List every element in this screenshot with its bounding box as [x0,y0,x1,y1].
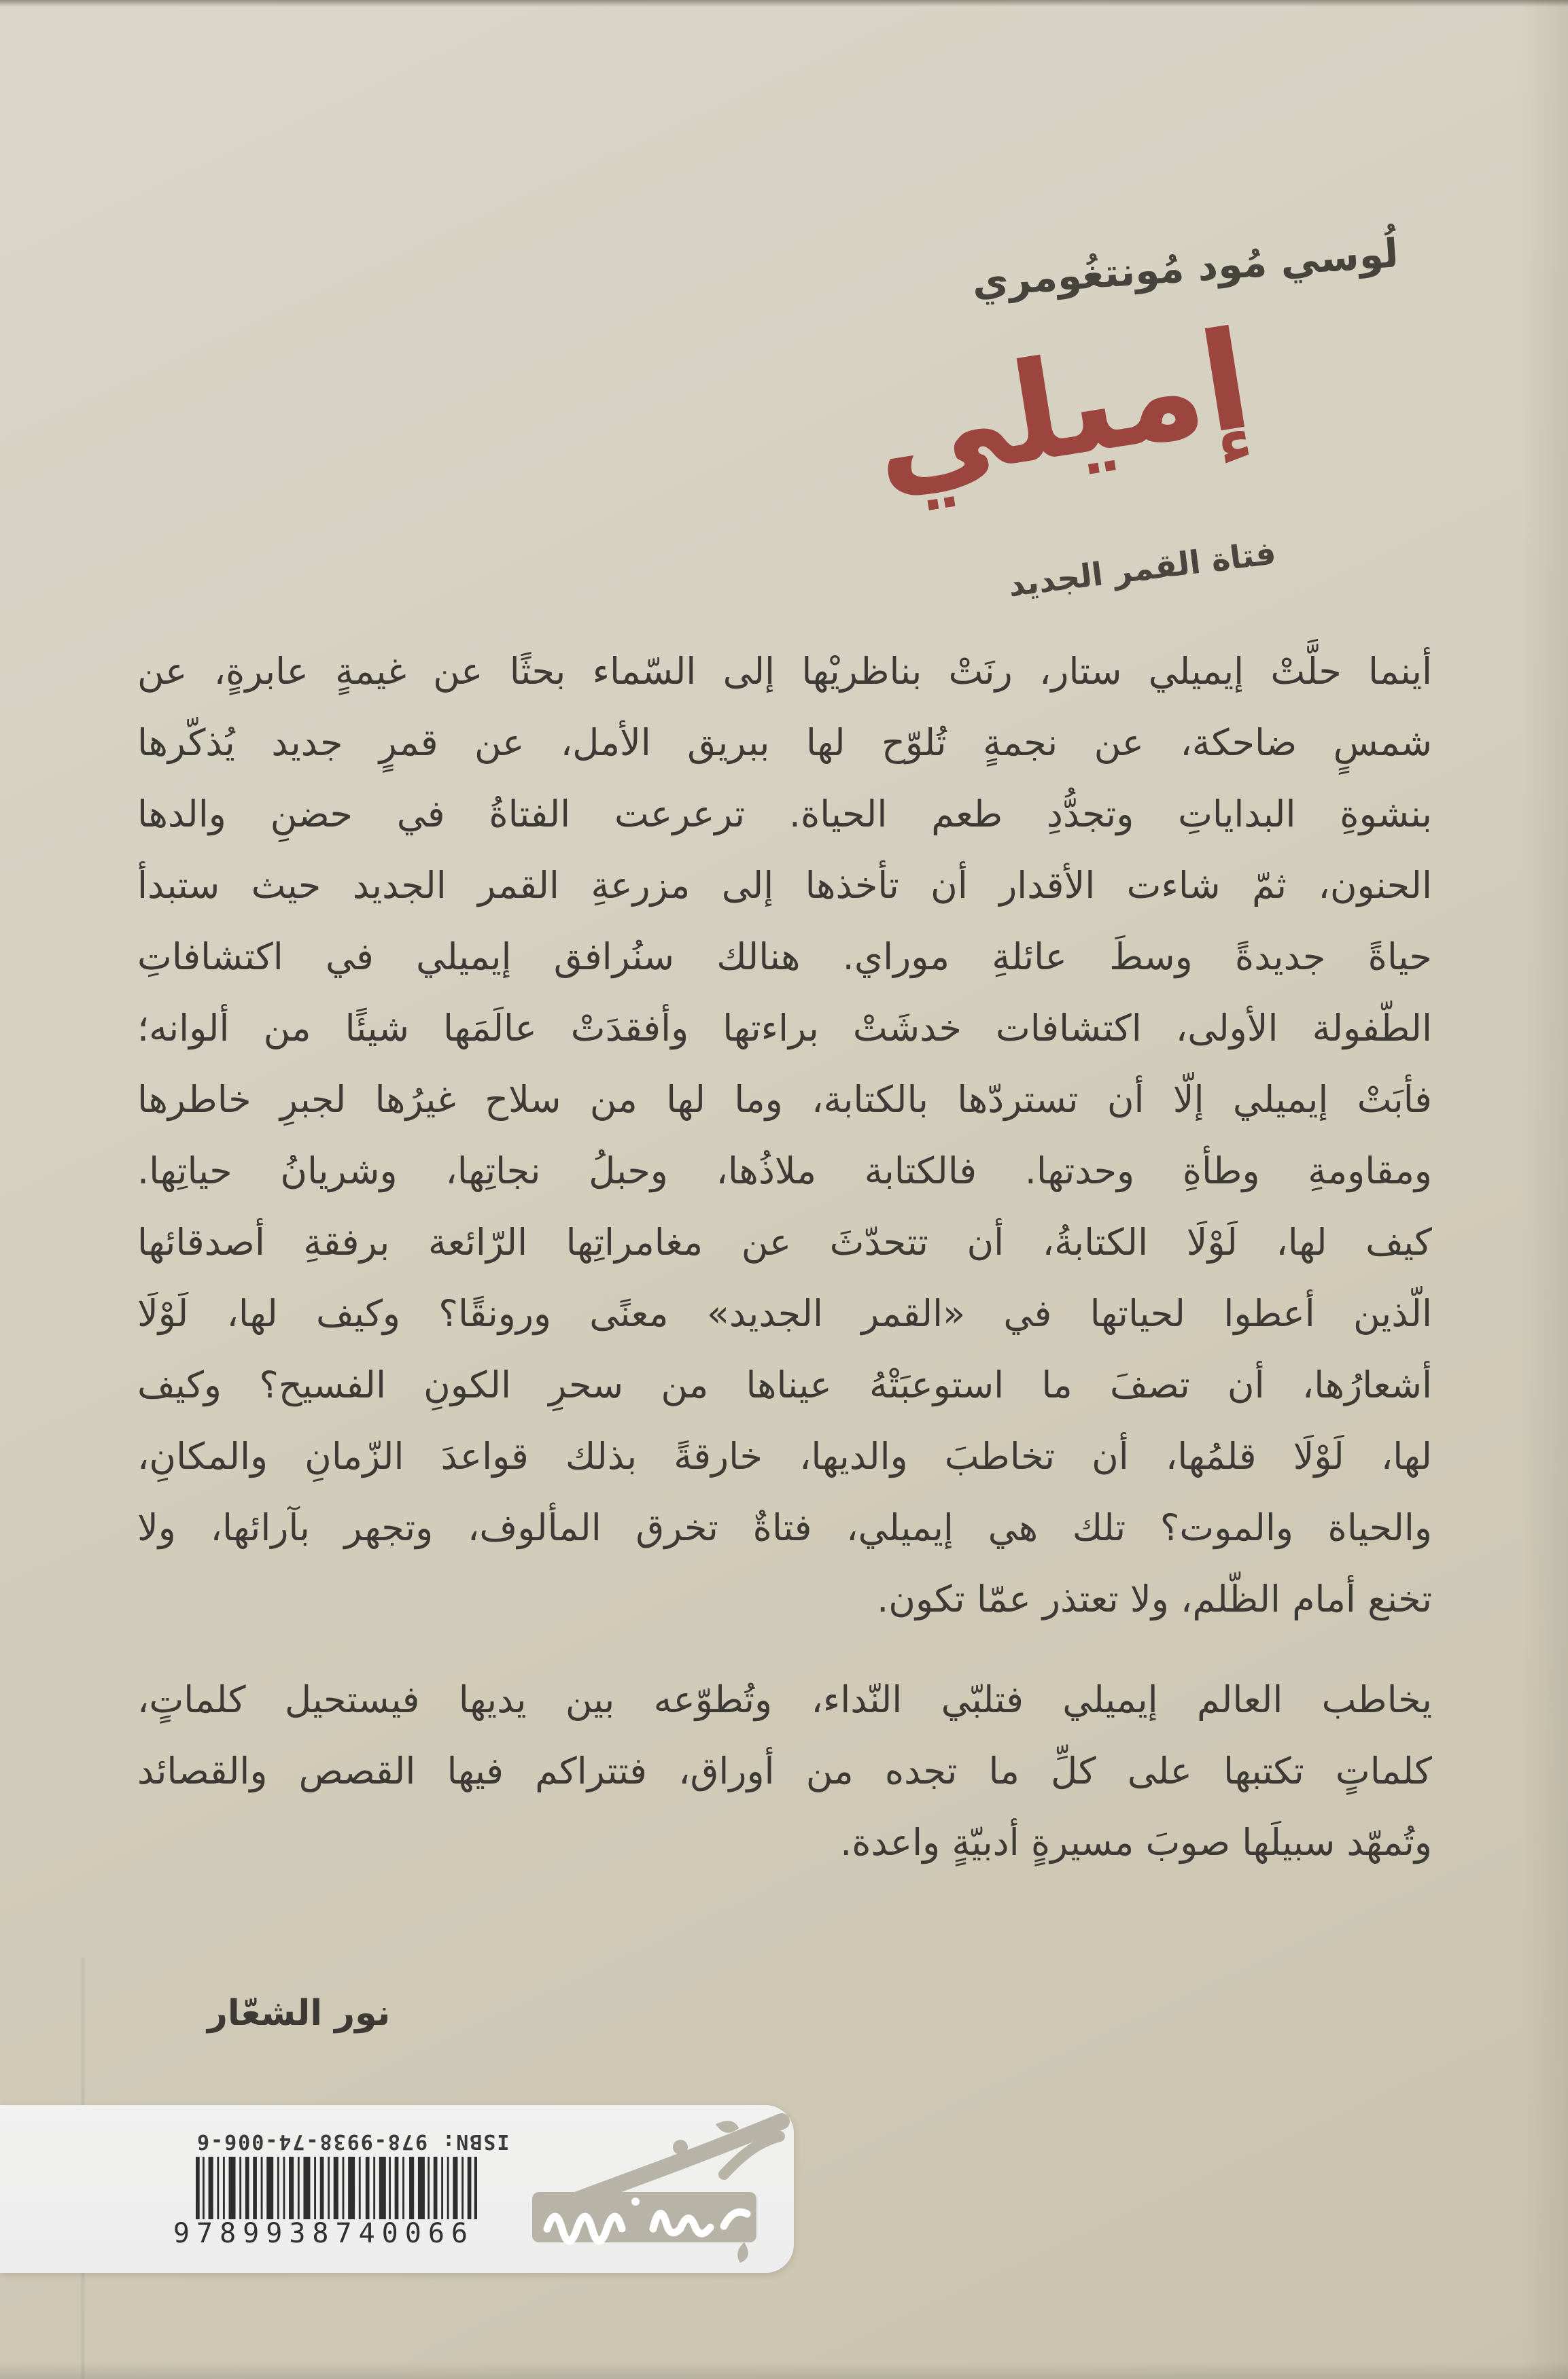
blurb-line: الطّفولة الأولى، اكتشافات خدشَتْ براءتها وأفقدَتْ عالَمَها شيئًا من ألوانه؛ [137,1007,1432,1049]
publisher-logo-masciliana-calligraphy-icon [520,2112,792,2268]
cover-right-shadow [1520,0,1568,2379]
blurb-line: أشعارُها، أن تصفَ ما استوعبَتْهُ عيناها من سحرِ الكونِ الفسيح؟ وكيف [137,1364,1432,1406]
blurb-line: الّذين أعطوا لحياتها في «القمر الجديد» معنًى ورونقًا؟ وكيف لها، لَوْلَا [137,1292,1432,1335]
blurb-line: والحياة والموت؟ تلك هي إيميلي، فتاةٌ تخرق المألوف، وتجهر بآرائها، ولا [137,1506,1432,1549]
photo-top-edge [0,0,1568,7]
blurb-line: ومقاومةِ وطأةِ وحدتها. فالكتابة ملاذُها، وحبلُ نجاتِها، وشريانُ حياتِها. [137,1149,1432,1192]
blurb-line: حياةً جديدةً وسطَ عائلةِ موراي. هنالك سنُرافق إيميلي في اكتشافاتِ [137,935,1432,978]
reviewer-name: نور الشعّار [207,1993,391,2034]
cover-bottom-shadow [0,2361,1568,2379]
blurb-line: تخنع أمام الظّلم، ولا تعتذر عمّا تكون. [877,1578,1432,1620]
isbn-number: 9789938740066 [173,2218,474,2249]
isbn-text-upside-down: ISBN: 978-9938-74-006-6 [196,2130,510,2153]
blurb-line: يخاطب العالم إيميلي فتلبّي النّداء، وتُطوّعه بين يديها فيستحيل كلماتٍ، [137,1678,1432,1721]
blurb-line: كلماتٍ تكتبها على كلِّ ما تجده من أوراق، فتتراكم فيها القصص والقصائد [137,1750,1432,1792]
blurb-line: أينما حلَّتْ إيميلي ستار، رنَتْ بناظريْها إلى السّماء بحثًا عن غيمةٍ عابرةٍ، عن [137,650,1432,693]
blurb-line: فأبَتْ إيميلي إلّا أن تستردّها بالكتابة، وما لها من سلاح غيرُها لجبرِ خاطرها [137,1078,1432,1121]
blurb-line: كيف لها، لَوْلَا الكتابةُ، أن تتحدّثَ عن مغامراتِها الرّائعة برفقةِ أصدقائها [137,1221,1432,1264]
blurb-line: الحنون، ثمّ شاءت الأقدار أن تأخذها إلى مزرعةِ القمر الجديد حيث ستبدأ [137,864,1432,907]
barcode-icon [196,2157,477,2219]
blurb-line: وتُمهّد سبيلَها صوبَ مسيرةٍ أدبيّةٍ واعدة. [840,1821,1432,1864]
back-blurb-paragraph-1 [137,636,1432,1635]
blurb-line: شمسٍ ضاحكة، عن نجمةٍ تُلوّح لها ببريق الأمل، عن قمرٍ جديد يُذكّرها [137,721,1432,764]
back-blurb-paragraph-2 [137,1664,1432,1878]
barcode-label-strip [0,2105,794,2273]
author-name: لُوسي مُود مُونتغُومري [970,230,1400,306]
book-title: إميلي [861,300,1261,517]
blurb-line: لها، لَوْلَا قلمُها، أن تخاطبَ والديها، خارقةً بذلك قواعدَ الزّمانِ والمكانِ، [137,1435,1432,1478]
blurb-line: بنشوةِ البداياتِ وتجدُّدِ طعم الحياة. ترعرعت الفتاةُ في حضنِ والدها [137,793,1432,835]
book-subtitle: فتاة القمر الجديد [1006,534,1278,605]
